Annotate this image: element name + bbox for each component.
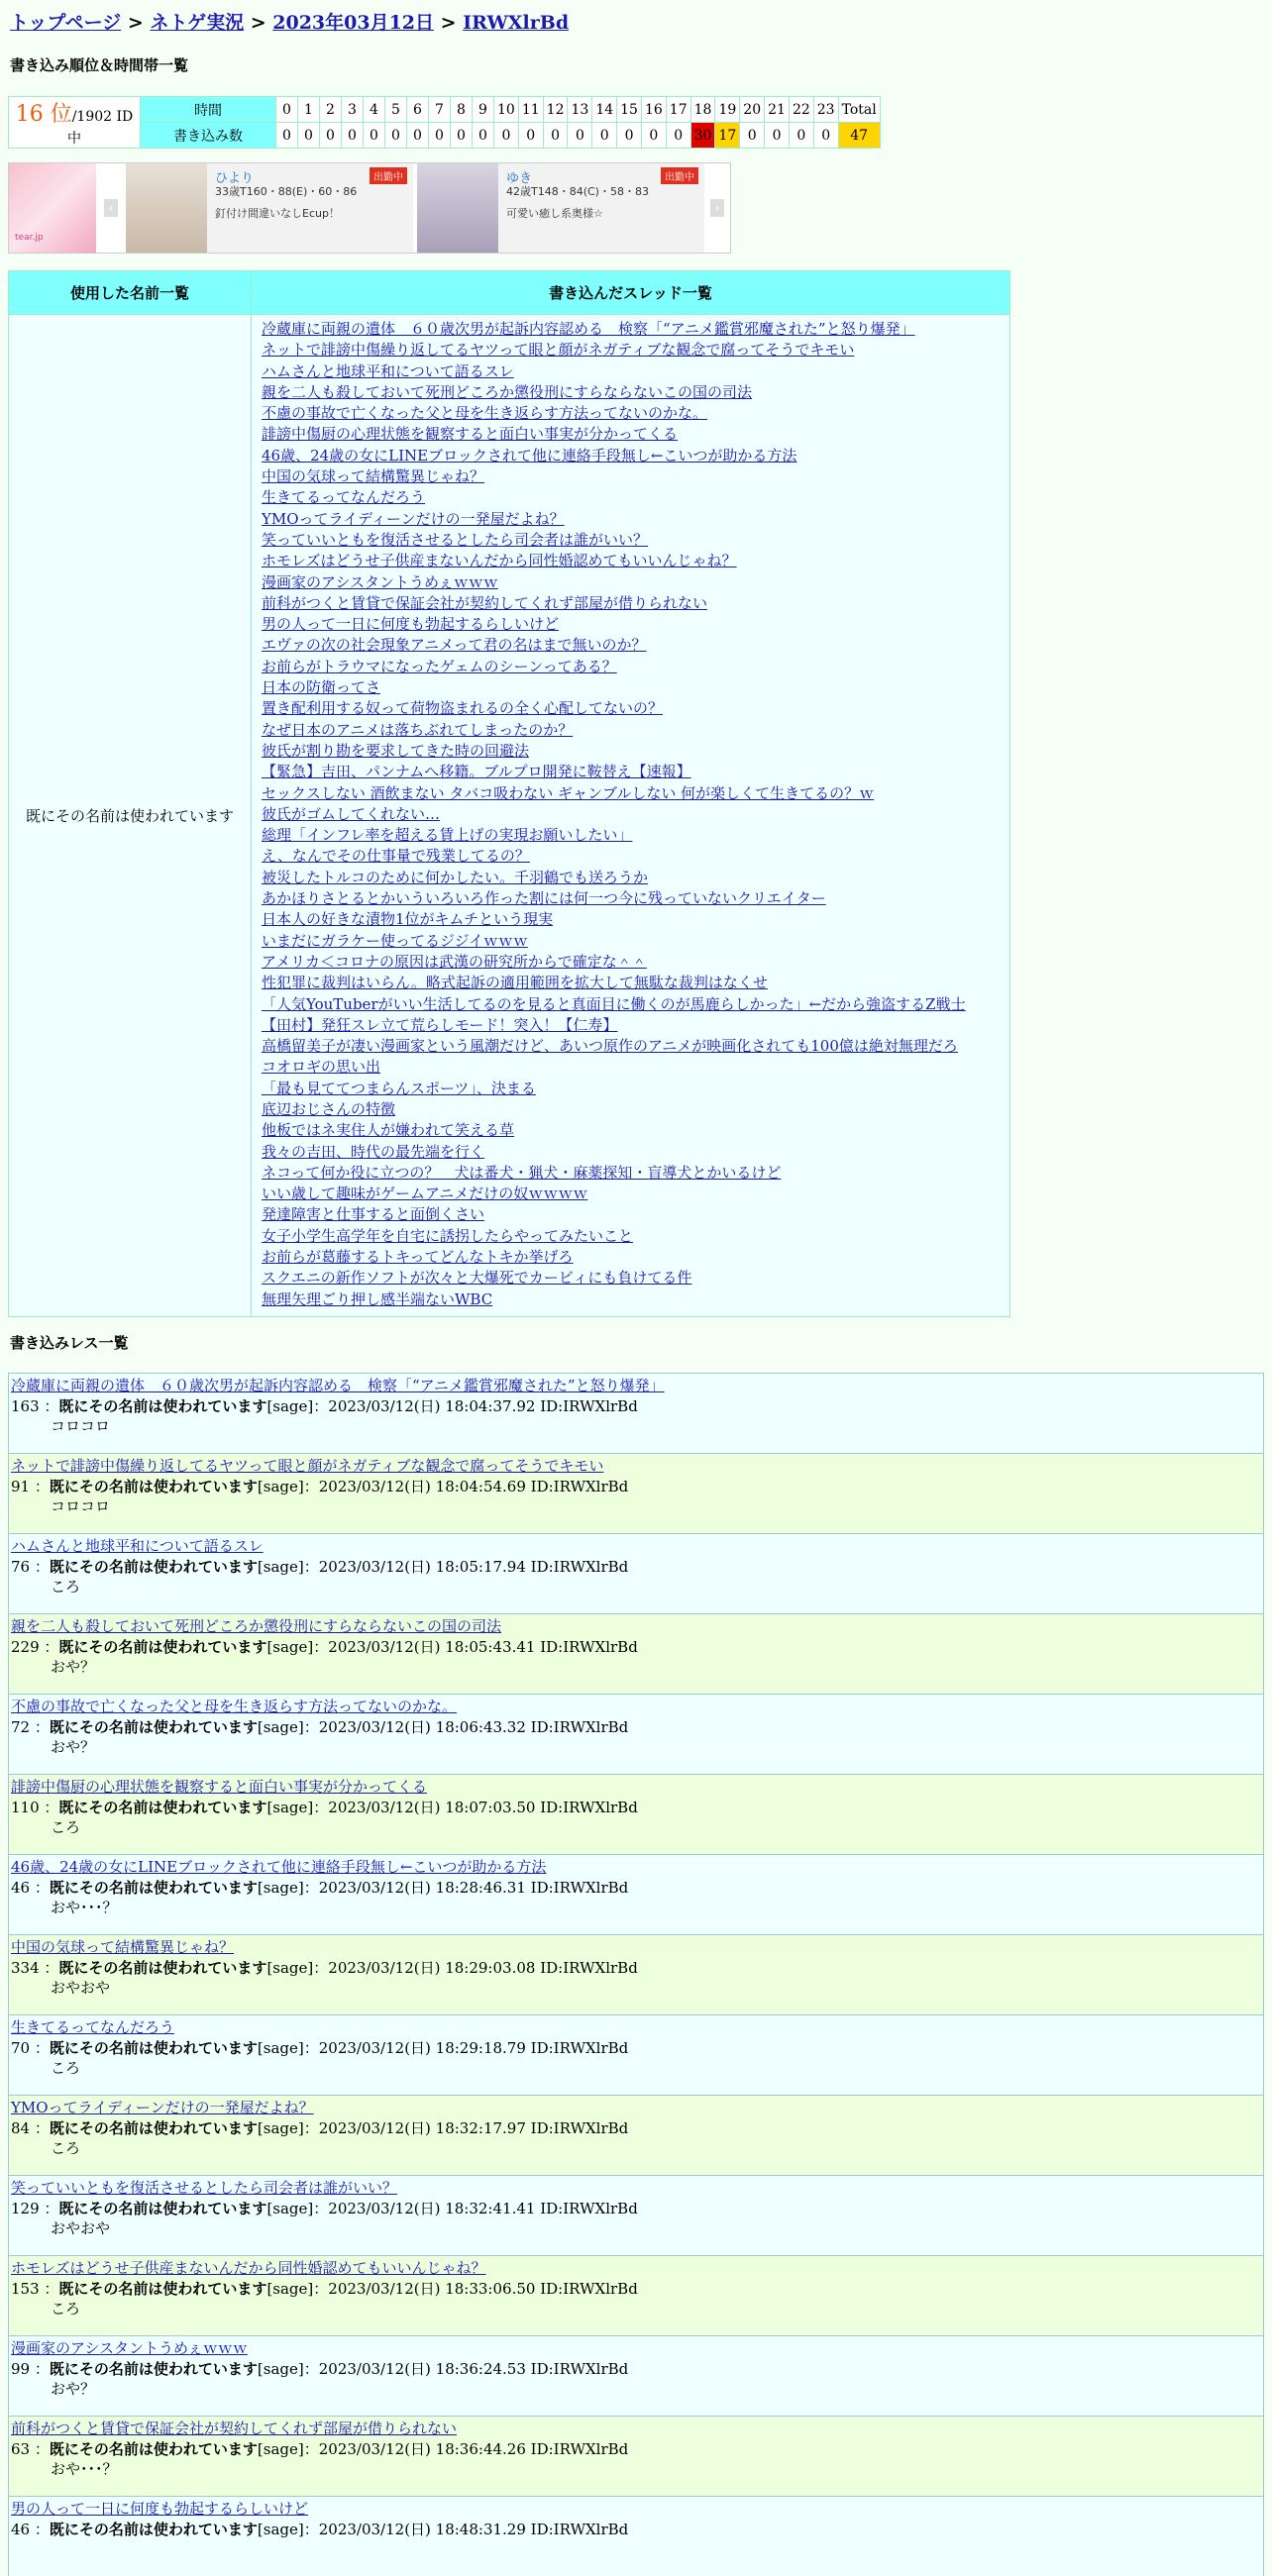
thread-link[interactable]: ホモレズはどうせ子供産まないんだから同性婚認めてもいいんじゃね？: [262, 552, 737, 570]
hour-cell: 8: [451, 97, 473, 123]
hour-cell: 9: [473, 97, 494, 123]
thread-link[interactable]: 無理矢理ごり押し感半端ないWBC: [262, 1289, 493, 1308]
breadcrumb: [10, 8, 569, 35]
post-thread-link[interactable]: 親を二人も殺しておいて死刑どころか懲役刑にすらならないこの国の司法: [11, 1617, 502, 1635]
thread-link[interactable]: 女子小学生高学年を自宅に誘拐したらやってみたいこと: [262, 1226, 634, 1245]
post-id: ID:IRWXlrBd: [530, 2439, 629, 2458]
count-cell: 0: [298, 123, 320, 149]
post-id: ID:IRWXlrBd: [530, 1878, 629, 1897]
post-datetime: 2023/03/12(日) 18:36:24.53: [318, 2359, 526, 2378]
banner-card-spec: 42歳T148・84(C)・58・83: [506, 185, 649, 198]
count-cell: 0: [641, 123, 666, 149]
post-number: 76: [11, 1557, 31, 1576]
post-item: 冷蔵庫に両親の遺体 ６０歳次男が起訴内容認める 検察「“アニメ鑑賞邪魔された”と怒り爆発」 163 ：既にその名前は使われています[sage]：2023/03/12(日) 18:04:37.92 ID:IRWXlrBd コロコロ: [8, 1373, 1264, 1453]
post-mail: [sage]: [257, 1717, 304, 1736]
post-thread-link[interactable]: 前科がつくと賃貸で保証会社が契約してくれず部屋が借りられない: [11, 2420, 458, 2437]
post-item: 漫画家のアシスタントうめぇｗｗｗ 99 ：既にその名前は使われています[sage]：2023/03/12(日) 18:36:24.53 ID:IRWXlrBd おや？: [8, 2335, 1264, 2416]
post-number: 72: [11, 1717, 31, 1736]
banner-card-photo: [126, 163, 207, 253]
hour-cell: 21: [765, 97, 790, 123]
post-thread-link[interactable]: 男の人って一日に何度も勃起するらしいけど: [11, 2500, 309, 2518]
breadcrumb-date-link[interactable]: 2023年03月12日: [272, 12, 435, 34]
post-id: ID:IRWXlrBd: [530, 2118, 629, 2137]
thread-link[interactable]: 冷蔵庫に両親の遺体 ６０歳次男が起訴内容認める 検察「“アニメ鑑賞邪魔された”と怒り爆発」: [262, 320, 915, 338]
thread-link[interactable]: 男の人って一日に何度も勃起するらしいけど: [262, 615, 560, 634]
post-id: ID:IRWXlrBd: [530, 1477, 629, 1495]
hour-cell: 12: [543, 97, 568, 123]
thread-link[interactable]: え、なんでその仕事量で残業してるの？: [262, 847, 530, 866]
thread-link[interactable]: 「最も見ててつまらんスポーツ」、決まる: [262, 1079, 536, 1097]
post-author: 既にその名前は使われています: [58, 1958, 267, 1977]
banner-card-name: ゆき: [506, 171, 533, 186]
post-mail: [sage]: [257, 2439, 304, 2458]
thread-link[interactable]: ハムさんと地球平和について語るスレ: [262, 361, 514, 380]
post-item: 中国の気球って結構驚異じゃね？ 334 ：既にその名前は使われています[sage]：2023/03/12(日) 18:29:03.08 ID:IRWXlrBd おやおや: [8, 1934, 1264, 2014]
banner-card-photo: [417, 163, 498, 253]
post-id: ID:IRWXlrBd: [540, 1396, 638, 1415]
banner-logo[interactable]: [9, 163, 96, 253]
post-body: おや？: [51, 2380, 96, 2398]
post-id: ID:IRWXlrBd: [530, 2520, 629, 2538]
total-label: Total: [838, 97, 880, 123]
thread-link[interactable]: YMOってライディーンだけの一発屋だよね？: [262, 509, 565, 528]
hour-cell: 22: [789, 97, 813, 123]
breadcrumb-top-link[interactable]: トップページ: [10, 12, 122, 34]
hour-cell: 14: [592, 97, 617, 123]
post-body: おやおや: [51, 1979, 111, 1997]
thread-link[interactable]: スクエニの新作ソフトが次々と大爆死でカービィにも負けてる件: [262, 1269, 692, 1288]
breadcrumb-id-link[interactable]: IRWXlrBd: [463, 12, 570, 34]
post-body: ころ: [51, 2059, 81, 2077]
breadcrumb-separator: >: [440, 12, 457, 34]
post-datetime: 2023/03/12(日) 18:04:37.92: [328, 1396, 536, 1415]
thread-link[interactable]: 我々の吉田、時代の最先端を行く: [262, 1142, 485, 1161]
thread-link[interactable]: セックスしない 酒飲まない タバコ吸わない ギャンブルしない 何が楽しくて生きてるの？ｗ: [262, 783, 875, 802]
post-datetime: 2023/03/12(日) 18:06:43.32: [318, 1717, 526, 1736]
post-number: 334: [11, 1958, 40, 1977]
post-number: 46: [11, 2520, 31, 2538]
thread-link[interactable]: いい歳して趣味がゲームアニメだけの奴ｗｗｗｗ: [262, 1185, 588, 1203]
post-body: おや･･･？: [51, 2460, 118, 2478]
hour-cell: 11: [518, 97, 543, 123]
post-author: 既にその名前は使われています: [49, 1557, 258, 1576]
hour-cell: 6: [407, 97, 429, 123]
count-cell: 0: [666, 123, 690, 149]
thread-link[interactable]: あかほりさとるとかいういろいろ作った割には何一つ今に残っていないクリエイター: [262, 889, 826, 908]
post-author: 既にその名前は使われています: [49, 2359, 258, 2378]
count-cell: 0: [592, 123, 617, 149]
count-cell: 0: [543, 123, 568, 149]
count-cell: 0: [364, 123, 385, 149]
thread-link[interactable]: 彼氏がゴムしてくれない…: [262, 804, 441, 823]
post-number: 153: [11, 2279, 40, 2298]
banner-card-desc: 釘付け間違いなしEcup！: [215, 207, 340, 220]
post-body: おや？: [51, 1658, 96, 1676]
ranking-hours-row: [9, 97, 881, 123]
count-cell: 0: [451, 123, 473, 149]
post-body: コロコロ: [51, 1497, 111, 1515]
thread-link[interactable]: 他板ではネ実住人が嫌われて笑える草: [262, 1121, 515, 1140]
post-mail: [sage]: [257, 2359, 304, 2378]
thread-link[interactable]: 彼氏が割り勘を要求してきた時の回避法: [262, 741, 530, 760]
hour-cell: 10: [494, 97, 519, 123]
post-id: ID:IRWXlrBd: [530, 1557, 629, 1576]
post-item: 生きてるってなんだろう 70 ：既にその名前は使われています[sage]：2023/03/12(日) 18:29:18.79 ID:IRWXlrBd ころ: [8, 2014, 1264, 2095]
banner-card-badge: 出勤中: [370, 167, 407, 184]
post-datetime: 2023/03/12(日) 18:07:03.50: [328, 1798, 536, 1816]
posts-list: [8, 1373, 1264, 2576]
post-mail: [sage]: [257, 2038, 304, 2057]
banner-card-spec: 33歳T160・88(E)・60・86: [215, 185, 358, 198]
thread-link[interactable]: ネットで誹謗中傷繰り返してるヤツって眼と顔がネガティブな観念で腐ってそうでキモい: [262, 341, 855, 360]
post-mail: [sage]: [266, 1396, 314, 1415]
post-id: ID:IRWXlrBd: [530, 1717, 629, 1736]
banner-card[interactable]: [126, 163, 413, 253]
post-thread-link[interactable]: 笑っていいともを復活させるとしたら司会者は誰がいい？: [11, 2179, 398, 2197]
thread-link[interactable]: 親を二人も殺しておいて死刑どころか懲役刑にすらならないこの国の司法: [262, 382, 753, 401]
col-header-threads: 書き込んだスレッド一覧: [252, 271, 1010, 315]
post-author: 既にその名前は使われています: [49, 1477, 258, 1495]
thread-link[interactable]: お前らが葛藤するトキってどんなトキか挙げろ: [262, 1248, 574, 1267]
count-cell: 0: [740, 123, 765, 149]
thread-link[interactable]: 中国の気球って結構驚異じゃね？: [262, 467, 485, 486]
post-thread-link[interactable]: 不慮の事故で亡くなった父と母を生き返らす方法ってないのかな。: [11, 1698, 458, 1715]
ranking-heading: 書き込み順位＆時間帯一覧: [10, 56, 189, 74]
post-id: ID:IRWXlrBd: [540, 1798, 638, 1816]
count-cell: 0: [568, 123, 592, 149]
post-item: ハムさんと地球平和について語るスレ 76 ：既にその名前は使われています[sage]：2023/03/12(日) 18:05:17.94 ID:IRWXlrBd ころ: [8, 1533, 1264, 1613]
post-author: 既にその名前は使われています: [49, 2439, 258, 2458]
post-datetime: 2023/03/12(日) 18:48:31.29: [318, 2520, 526, 2538]
rank-total: /1902 ID中: [67, 109, 134, 147]
post-id: ID:IRWXlrBd: [540, 2199, 638, 2217]
post-mail: [sage]: [257, 1878, 304, 1897]
count-cell: 0: [407, 123, 429, 149]
hour-cell: 0: [276, 97, 298, 123]
post-number: 84: [11, 2118, 31, 2137]
breadcrumb-board-link[interactable]: ネトゲ実況: [150, 12, 245, 34]
post-number: 70: [11, 2038, 31, 2057]
post-item: 誹謗中傷厨の心理状態を観察すると面白い事実が分かってくる 110 ：既にその名前は使われています[sage]：2023/03/12(日) 18:07:03.50 ID:IRWXlrBd ころ: [8, 1774, 1264, 1854]
post-body: コロコロ: [51, 1417, 111, 1435]
names-threads-table: [8, 270, 1010, 1317]
count-cell: 0: [385, 123, 407, 149]
post-number: 229: [11, 1637, 40, 1656]
hour-cell: 15: [617, 97, 642, 123]
hour-cell: 18: [690, 97, 715, 123]
thread-link[interactable]: コオロギの思い出: [262, 1058, 381, 1077]
hour-cell: 19: [715, 97, 740, 123]
hour-cell: 2: [320, 97, 342, 123]
thread-link[interactable]: 【田村】発狂スレ立て荒らしモード！突入！【仁寿】: [262, 1015, 618, 1034]
used-name: 既にその名前は使われています: [9, 315, 252, 1317]
count-label: 書き込み数: [141, 123, 276, 149]
post-body: おやおや: [51, 2219, 111, 2237]
post-number: 91: [11, 1477, 31, 1495]
post-item: ホモレズはどうせ子供産まないんだから同性婚認めてもいいんじゃね？ 153 ：既にその名前は使われています[sage]：2023/03/12(日) 18:33:06.50 ID:IRWXlrBd ころ: [8, 2255, 1264, 2335]
ad-banner[interactable]: [8, 162, 731, 254]
post-author: 既にその名前は使われています: [58, 1396, 267, 1415]
post-item: 男の人って一日に何度も勃起するらしいけど 46 ：既にその名前は使われています[sage]：2023/03/12(日) 18:48:31.29 ID:IRWXlrBd: [8, 2496, 1264, 2576]
thread-link[interactable]: 高橋留美子が凄い漫画家という風潮だけど、あいつ原作のアニメが映画化されても100億は絶対無理だろ: [262, 1037, 958, 1056]
post-mail: [sage]: [266, 2199, 314, 2217]
post-author: 既にその名前は使われています: [49, 1878, 258, 1897]
thread-link[interactable]: アメリカ＜コロナの原因は武漢の研究所からで確定な＾＾: [262, 952, 647, 971]
post-id: ID:IRWXlrBd: [530, 2038, 629, 2057]
post-item: 前科がつくと賃貸で保証会社が契約してくれず部屋が借りられない 63 ：既にその名前は使われています[sage]：2023/03/12(日) 18:36:44.26 ID:IRWXlrBd おや･･･？: [8, 2416, 1264, 2496]
hour-cell: 4: [364, 97, 385, 123]
hour-cell: 1: [298, 97, 320, 123]
hour-cell: 17: [666, 97, 690, 123]
post-mail: [sage]: [266, 1798, 314, 1816]
post-thread-link[interactable]: 漫画家のアシスタントうめぇｗｗｗ: [11, 2339, 248, 2357]
post-number: 163: [11, 1396, 40, 1415]
post-thread-link[interactable]: 冷蔵庫に両親の遺体 ６０歳次男が起訴内容認める 検察「“アニメ鑑賞邪魔された”と怒り爆発」: [11, 1377, 665, 1394]
post-author: 既にその名前は使われています: [49, 2520, 258, 2538]
hour-cell: 3: [342, 97, 364, 123]
post-datetime: 2023/03/12(日) 18:04:54.69: [318, 1477, 526, 1495]
time-label: 時間: [141, 97, 276, 123]
count-cell: 30: [690, 123, 715, 149]
post-thread-link[interactable]: 46歳、24歳の女にLINEブロックされて他に連絡手段無し←こいつが助かる方法: [11, 1858, 547, 1876]
thread-link[interactable]: 総理「インフレ率を超える賃上げの実現お願いしたい」: [262, 826, 633, 845]
count-cell: 0: [494, 123, 519, 149]
hour-cell: 13: [568, 97, 592, 123]
total-count: 47: [838, 123, 880, 149]
post-body: ころ: [51, 1818, 81, 1836]
post-mail: [sage]: [266, 1958, 314, 1977]
thread-link[interactable]: 日本人の好きな漬物1位がキムチという現実: [262, 910, 554, 929]
banner-card-name: ひより: [215, 171, 255, 186]
thread-link[interactable]: 不慮の事故で亡くなった父と母を生き返らす方法ってないのかな。: [262, 404, 708, 423]
count-cell: 0: [789, 123, 813, 149]
post-body: ころ: [51, 1578, 81, 1596]
banner-card[interactable]: [417, 163, 704, 253]
post-id: ID:IRWXlrBd: [540, 1958, 638, 1977]
post-author: 既にその名前は使われています: [58, 1798, 267, 1816]
thread-link[interactable]: 【緊急】吉田、パンナムへ移籍。ブルプロ開発に鞍替え【速報】: [262, 763, 691, 781]
post-number: 99: [11, 2359, 31, 2378]
thread-link[interactable]: ネコって何か役に立つの？ 犬は番犬・猟犬・麻薬探知・盲導犬とかいるけど: [262, 1163, 782, 1182]
post-datetime: 2023/03/12(日) 18:29:03.08: [328, 1958, 536, 1977]
hour-cell: 20: [740, 97, 765, 123]
post-thread-link[interactable]: 中国の気球って結構驚異じゃね？: [11, 1938, 235, 1956]
post-author: 既にその名前は使われています: [58, 2279, 267, 2298]
post-thread-link[interactable]: ハムさんと地球平和について語るスレ: [11, 1537, 264, 1555]
count-cell: 0: [765, 123, 790, 149]
post-mail: [sage]: [257, 2118, 304, 2137]
post-number: 46: [11, 1878, 31, 1897]
post-author: 既にその名前は使われています: [49, 1717, 258, 1736]
hour-cell: 16: [641, 97, 666, 123]
ranking-table: [8, 96, 881, 149]
thread-link[interactable]: エヴァの次の社会現象アニメって君の名はまで無いのか？: [262, 636, 647, 655]
post-item: ネットで誹謗中傷繰り返してるヤツって眼と顔がネガティブな観念で腐ってそうでキモい 91 ：既にその名前は使われています[sage]：2023/03/12(日) 18:04:54.69 ID:IRWXlrBd コロコロ: [8, 1453, 1264, 1533]
hour-cell: 7: [429, 97, 451, 123]
thread-link[interactable]: 被災したトルコのために何かしたい。千羽鶴でも送ろうか: [262, 868, 649, 886]
banner-prev-icon[interactable]: ‹: [104, 199, 118, 217]
thread-link[interactable]: なぜ日本のアニメは落ちぶれてしまったのか？: [262, 720, 574, 739]
post-thread-link[interactable]: ネットで誹謗中傷繰り返してるヤツって眼と顔がネガティブな観念で腐ってそうでキモい: [11, 1457, 604, 1475]
post-author: 既にその名前は使われています: [58, 2199, 267, 2217]
post-thread-link[interactable]: YMOってライディーンだけの一発屋だよね？: [11, 2099, 314, 2116]
breadcrumb-separator: >: [250, 12, 266, 34]
post-item: 笑っていいともを復活させるとしたら司会者は誰がいい？ 129 ：既にその名前は使われています[sage]：2023/03/12(日) 18:32:41.41 ID:IRWXlrBd おやおや: [8, 2175, 1264, 2255]
post-item: 親を二人も殺しておいて死刑どころか懲役刑にすらならないこの国の司法 229 ：既にその名前は使われています[sage]：2023/03/12(日) 18:05:43.41 ID:IRWXlrBd おや？: [8, 1613, 1264, 1694]
post-mail: [sage]: [257, 1477, 304, 1495]
post-body: おや？: [51, 1738, 96, 1756]
post-author: 既にその名前は使われています: [58, 1637, 267, 1656]
post-thread-link[interactable]: 生きてるってなんだろう: [11, 2018, 175, 2036]
post-body: ころ: [51, 2139, 81, 2157]
thread-link[interactable]: 日本の防衛ってさ: [262, 678, 381, 697]
post-datetime: 2023/03/12(日) 18:32:41.41: [328, 2199, 536, 2217]
post-id: ID:IRWXlrBd: [530, 2359, 629, 2378]
post-number: 110: [11, 1798, 40, 1816]
post-id: ID:IRWXlrBd: [540, 1637, 638, 1656]
count-cell: 0: [429, 123, 451, 149]
post-datetime: 2023/03/12(日) 18:36:44.26: [318, 2439, 526, 2458]
breadcrumb-separator: >: [127, 12, 144, 34]
post-thread-link[interactable]: ホモレズはどうせ子供産まないんだから同性婚認めてもいいんじゃね？: [11, 2259, 486, 2277]
thread-list: [252, 315, 1010, 1317]
post-item: 46歳、24歳の女にLINEブロックされて他に連絡手段無し←こいつが助かる方法 46 ：既にその名前は使われています[sage]：2023/03/12(日) 18:28:46.31 ID:IRWXlrBd おや･･･？: [8, 1854, 1264, 1934]
post-mail: [sage]: [266, 1637, 314, 1656]
post-body: おや･･･？: [51, 1899, 118, 1916]
post-number: 129: [11, 2199, 40, 2217]
post-mail: [sage]: [257, 1557, 304, 1576]
thread-link[interactable]: 置き配利用する奴って荷物盗まれるの全く心配してないの？: [262, 699, 664, 718]
banner-logo-text: tear.jp: [15, 233, 44, 243]
post-datetime: 2023/03/12(日) 18:28:46.31: [318, 1878, 526, 1897]
thread-link[interactable]: 46歳、24歳の女にLINEブロックされて他に連絡手段無し←こいつが助かる方法: [262, 446, 797, 464]
post-author: 既にその名前は使われています: [49, 2038, 258, 2057]
post-datetime: 2023/03/12(日) 18:05:43.41: [328, 1637, 536, 1656]
post-mail: [sage]: [257, 2520, 304, 2538]
thread-link[interactable]: 前科がつくと賃貸で保証会社が契約してくれず部屋が借りられない: [262, 593, 708, 612]
count-cell: 0: [276, 123, 298, 149]
thread-link[interactable]: 底辺おじさんの特徴: [262, 1099, 396, 1118]
count-cell: 17: [715, 123, 740, 149]
thread-link[interactable]: 漫画家のアシスタントうめぇｗｗｗ: [262, 572, 498, 591]
rank-cell: [9, 97, 141, 149]
post-thread-link[interactable]: 誹謗中傷厨の心理状態を観察すると面白い事実が分かってくる: [11, 1778, 428, 1796]
post-datetime: 2023/03/12(日) 18:29:18.79: [318, 2038, 526, 2057]
post-id: ID:IRWXlrBd: [540, 2279, 638, 2298]
post-datetime: 2023/03/12(日) 18:05:17.94: [318, 1557, 526, 1576]
count-cell: 0: [518, 123, 543, 149]
banner-card-desc: 可愛い癒し系奥様☆: [506, 207, 603, 220]
count-cell: 0: [320, 123, 342, 149]
count-cell: 0: [813, 123, 838, 149]
col-header-names: 使用した名前一覧: [9, 271, 252, 315]
post-datetime: 2023/03/12(日) 18:33:06.50: [328, 2279, 536, 2298]
thread-link[interactable]: お前らがトラウマになったゲェムのシーンってある？: [262, 657, 617, 675]
post-author: 既にその名前は使われています: [49, 2118, 258, 2137]
banner-card-badge: 出勤中: [661, 167, 698, 184]
hour-cell: 5: [385, 97, 407, 123]
thread-link[interactable]: 性犯罪に裁判はいらん。略式起訴の適用範囲を拡大して無駄な裁判はなくせ: [262, 974, 768, 992]
thread-link[interactable]: 「人気YouTuberがいい生活してるのを見ると真面目に働くのが馬鹿らしかった」←だから強盗するZ戦士: [262, 994, 966, 1013]
count-cell: 0: [342, 123, 364, 149]
post-body: ころ: [51, 2300, 81, 2318]
thread-link[interactable]: 生きてるってなんだろう: [262, 488, 426, 507]
thread-link[interactable]: いまだにガラケー使ってるジジイｗｗｗ: [262, 931, 528, 950]
hour-cell: 23: [813, 97, 838, 123]
thread-link[interactable]: 誹謗中傷厨の心理状態を観察すると面白い事実が分かってくる: [262, 425, 679, 444]
post-mail: [sage]: [266, 2279, 314, 2298]
post-item: YMOってライディーンだけの一発屋だよね？ 84 ：既にその名前は使われています[sage]：2023/03/12(日) 18:32:17.97 ID:IRWXlrBd ころ: [8, 2095, 1264, 2175]
banner-next-icon[interactable]: ›: [710, 199, 724, 217]
posts-heading: 書き込みレス一覧: [10, 1334, 129, 1352]
thread-link[interactable]: 発達障害と仕事すると面倒くさい: [262, 1205, 485, 1224]
rank-value: 16 位: [15, 102, 72, 127]
post-number: 63: [11, 2439, 31, 2458]
count-cell: 0: [617, 123, 642, 149]
post-datetime: 2023/03/12(日) 18:32:17.97: [318, 2118, 526, 2137]
count-cell: 0: [473, 123, 494, 149]
post-item: 不慮の事故で亡くなった父と母を生き返らす方法ってないのかな。 72 ：既にその名前は使われています[sage]：2023/03/12(日) 18:06:43.32 ID:IRWXlrBd おや？: [8, 1694, 1264, 1774]
thread-link[interactable]: 笑っていいともを復活させるとしたら司会者は誰がいい？: [262, 530, 649, 549]
